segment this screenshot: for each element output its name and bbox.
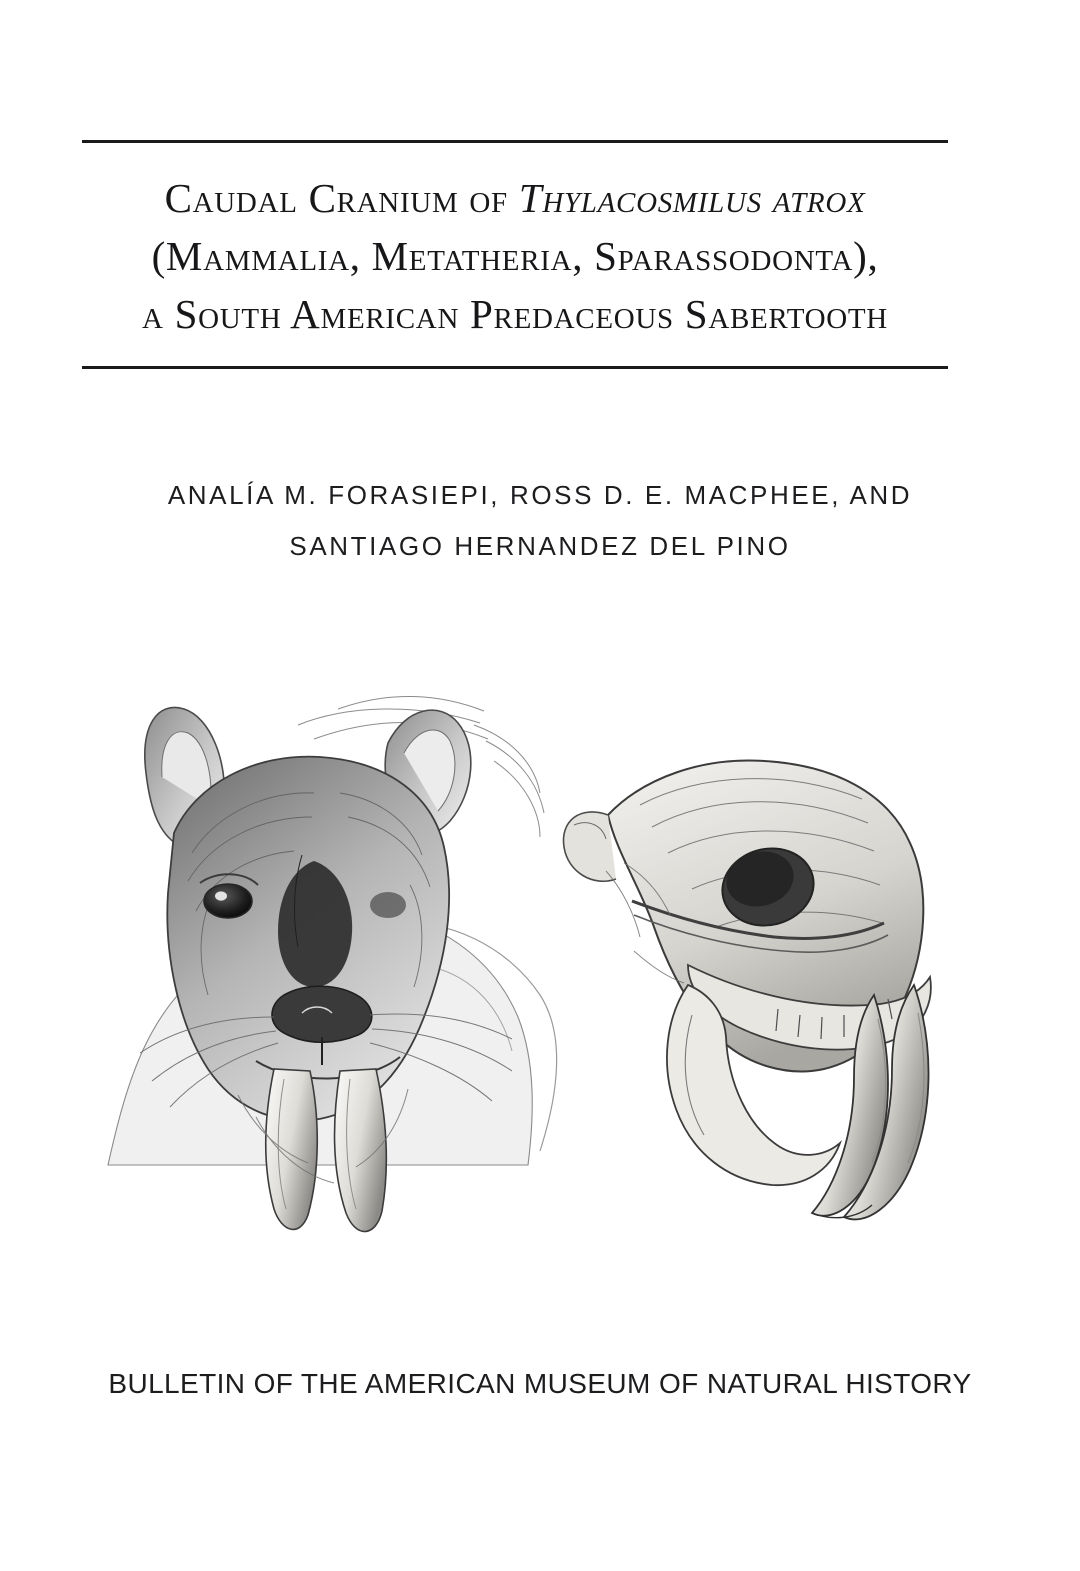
title-species-name: Thylacosmilus atrox xyxy=(518,175,866,221)
author-block xyxy=(90,470,990,571)
cover-illustration xyxy=(88,665,954,1265)
title-block xyxy=(82,140,948,369)
title-line-3: a South American Predaceous Sabertooth xyxy=(142,291,888,338)
author-line-1: ANALÍA M. FORASIEPI, ROSS D. E. MACPHEE, AND xyxy=(167,480,913,510)
paper-title xyxy=(82,143,948,366)
journal-footer xyxy=(0,1368,1080,1400)
title-line-2: (Mammalia, Metatheria, Sparassodonta), xyxy=(151,233,879,280)
title-line-1 xyxy=(82,169,948,227)
skull-illustration xyxy=(563,760,930,1219)
life-reconstruction xyxy=(108,696,557,1231)
journal-name: BULLETIN OF THE AMERICAN MUSEUM OF NATURAL HISTORY xyxy=(108,1368,972,1399)
author-line-2: SANTIAGO HERNANDEZ DEL PINO xyxy=(289,530,791,561)
title-line-1-text: Caudal Cranium of xyxy=(164,175,519,221)
illustration-svg xyxy=(88,665,954,1265)
title-rule-bottom xyxy=(82,366,948,369)
